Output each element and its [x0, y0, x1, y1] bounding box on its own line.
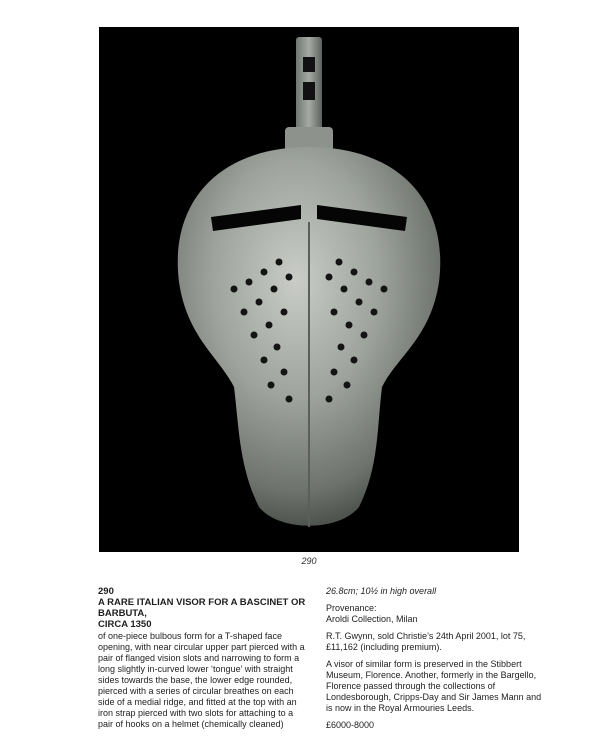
provenance-item: Aroldi Collection, Milan [326, 614, 418, 624]
visor-photo [99, 27, 519, 552]
visor-illustration [99, 27, 519, 552]
lot-title-line-1: A RARE ITALIAN VISOR FOR A BASCINET OR BARBUTA, [98, 597, 306, 619]
lot-number: 290 [98, 586, 114, 597]
lot-description: of one-piece bulbous form for a T-shaped face opening, with near circular upper part pierced with a pair of flanged vision slots and narrowing to form a long slightly in-curved lower ‘tongue’ with straight sides towards the base, the lower edge rounded, pierced with a series of circular breathes on each side of a medial ridge, and fitted at the top with an iron strap pierced with two slots for attaching to a pair of hooks on a helmet (chemically cleaned) [98, 631, 305, 729]
lot-note: A visor of similar form is preserved in the Stibbert Museum, Florence. Another, formerly in the Bargello, Florence passed through the collections of Londesborough, Cripps-Day and Sir James Mann and is now in the Royal Armouries Leeds. [326, 659, 542, 713]
lot-details-left [98, 586, 310, 730]
provenance-item: R.T. Gwynn, sold Christie’s 24th April 2001, lot 75, £11,162 (including premium). [326, 631, 526, 652]
lot-measurement: 26.8cm; 10½ in high overall [326, 586, 437, 596]
lot-details-right [326, 586, 548, 731]
lot-title-line-2: CIRCA 1350 [98, 619, 152, 630]
lot-estimate: £6000-8000 [326, 720, 375, 730]
figure-caption: 290 [301, 556, 317, 566]
provenance-label: Provenance: [326, 603, 377, 613]
